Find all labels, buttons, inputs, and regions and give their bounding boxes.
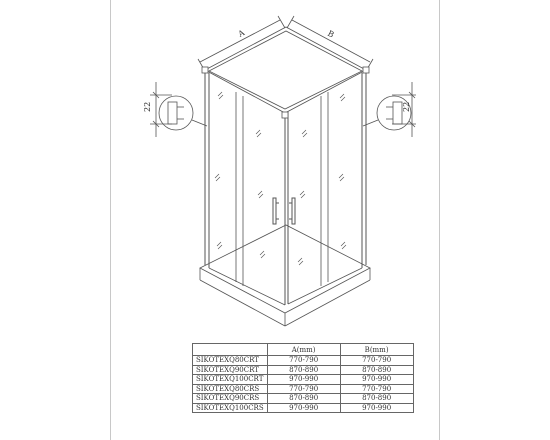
dimension-b [287,16,373,71]
b-cell: 970-990 [340,375,413,385]
size-table [192,343,414,413]
b-cell: 870-890 [340,365,413,375]
model-cell: SIKOTEXQ90CRT [193,365,268,375]
b-cell: 870-890 [340,394,413,404]
glass-reflections [215,92,346,265]
model-cell: SIKOTEXQ90CRS [193,394,268,404]
table-row [193,365,414,375]
a-cell: 770-790 [267,384,340,394]
header-b: B(mm) [340,344,413,356]
b-cell: 970-990 [340,403,413,413]
dimension-b-label: B [326,28,336,40]
frame-posts [205,70,366,305]
model-cell: SIKOTEXQ80CRS [193,384,268,394]
left-profile-detail [150,82,207,137]
table-row [193,384,414,394]
model-cell: SIKOTEXQ100CRT [193,375,268,385]
table-row [193,403,414,413]
a-cell: 970-990 [267,403,340,413]
a-cell: 870-890 [267,365,340,375]
b-cell: 770-790 [340,356,413,366]
right-profile-label: 22 [402,101,411,112]
header-model [193,344,268,356]
dimension-a [198,16,285,71]
table-header-row [193,344,414,356]
model-cell: SIKOTEXQ80CRT [193,356,268,366]
table-row [193,394,414,404]
table-row [193,375,414,385]
left-profile-label: 22 [143,101,152,112]
table-row [193,356,414,366]
door-handles [273,198,295,224]
b-cell: 770-790 [340,384,413,394]
model-cell: SIKOTEXQ100CRS [193,403,268,413]
dimension-a-label: A [236,28,247,39]
corner-caps [202,67,369,118]
header-a: A(mm) [267,344,340,356]
a-cell: 970-990 [267,375,340,385]
right-glass-panels [288,92,362,304]
a-cell: 870-890 [267,394,340,404]
a-cell: 770-790 [267,356,340,366]
